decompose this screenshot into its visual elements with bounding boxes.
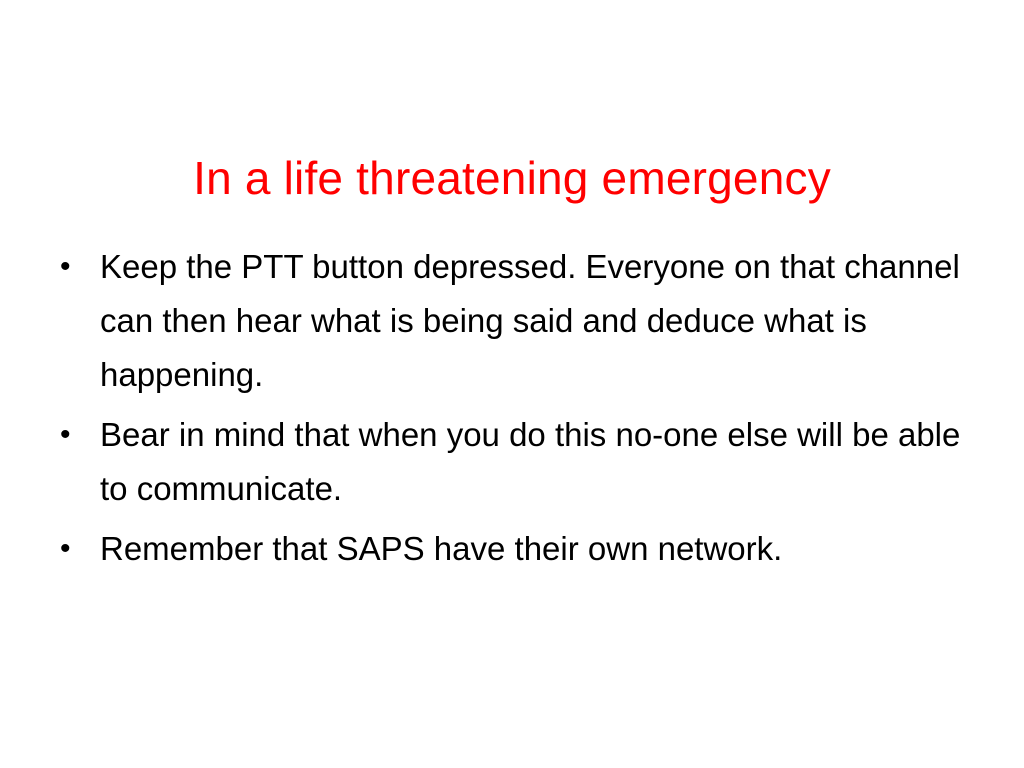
slide-title: In a life threatening emergency	[193, 152, 831, 204]
bullet-item	[54, 408, 984, 516]
bullet-icon: •	[60, 250, 71, 283]
bullet-text: Remember that SAPS have their own network.	[100, 530, 783, 567]
bullet-text: Keep the PTT button depressed. Everyone on that channel can then hear what is being said and deduce what is happening.	[100, 248, 960, 393]
bullet-icon: •	[60, 418, 71, 451]
bullet-item	[54, 240, 984, 402]
bullet-icon: •	[60, 532, 71, 565]
bullet-list	[54, 240, 984, 582]
bullet-text: Bear in mind that when you do this no-one else will be able to communicate.	[100, 416, 961, 507]
bullet-item	[54, 522, 984, 576]
